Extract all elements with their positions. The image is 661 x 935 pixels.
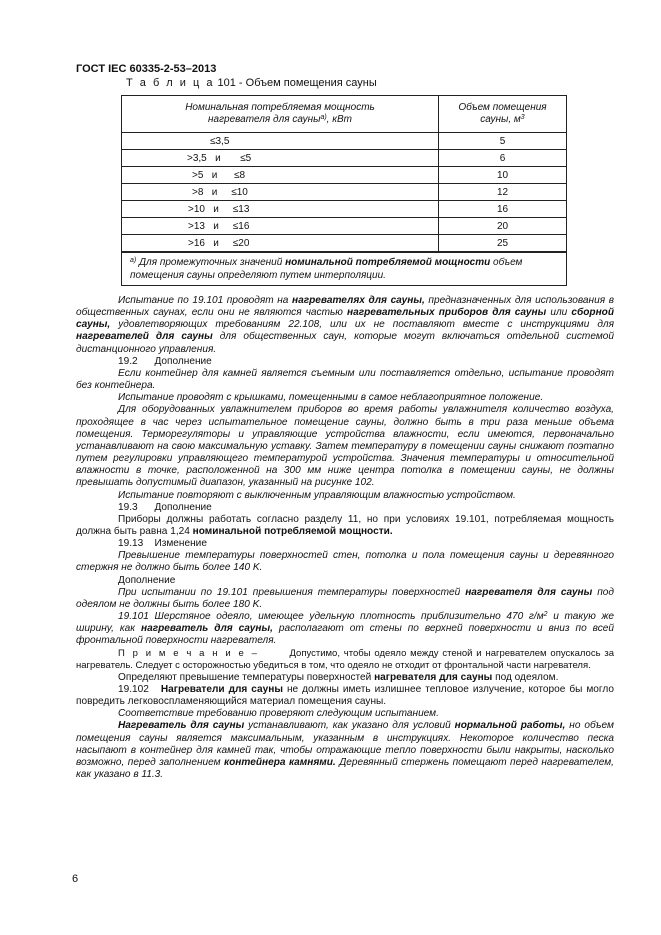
table-row <box>122 150 567 167</box>
row-volume: 6 <box>439 150 567 167</box>
table-row <box>122 167 567 184</box>
row-power: >8 и ≤10 <box>192 186 248 198</box>
note: П р и м е ч а н и е – Допустимо, чтобы одеяло между стеной и нагревателем опускалось за нагреватель. Следует с осторожностью убедиться в том, что одеяло не отходит от фронтальной части нагревателя. <box>76 647 617 671</box>
page-number: 6 <box>72 873 79 885</box>
table-row <box>122 218 567 235</box>
row-power: ≤3,5 <box>210 135 230 147</box>
table-caption-title: 101 - Объем помещения сауны <box>214 77 377 89</box>
table-row <box>122 201 567 218</box>
paragraph: Если контейнер для камней является съемным или поставляется отдельно, испытание проводят без контейнера. <box>76 367 614 392</box>
row-power: >13 и ≤16 <box>188 220 250 232</box>
paragraph: Определяют превышение температуры поверхностей нагревателя для сауны под одеялом. <box>118 671 559 683</box>
table-caption-prefix: Т а б л и ц а <box>126 77 215 89</box>
paragraph: 19.102 Нагреватели для сауны не должны иметь излишнее тепловое излучение, которое бы могло повредить легковоспламеняющийся материал помещения сауны. <box>76 684 614 708</box>
table-footnote: $^{a)}$ Для промежуточных значений номинальной потребляемой мощности объем помещения сауны определяют путем интерполяции. <box>122 252 567 286</box>
paragraph: 19.101 Шерстяное одеяло, имеющее удельную плотность приблизительно 470 $г/м^2$ и такую же ширину, как нагреватель для сауны, располагают от стены по верхней поверхности и вниз по всей фронтальной поверхности нагревателя. <box>76 611 615 647</box>
clause-heading: 19.3 Дополнение <box>118 501 212 513</box>
table-footnote-row <box>122 252 567 286</box>
row-volume: 20 <box>439 218 567 235</box>
clause-heading: 19.13 Изменение <box>118 538 207 550</box>
header-volume: Объем помещения сауны, $м^3$ <box>439 96 567 133</box>
subheading: Дополнение <box>118 574 176 586</box>
row-volume: 12 <box>439 184 567 201</box>
paragraph: Нагреватель для сауны устанавливают, как указано для условий нормальной работы, но объем помещения сауны является максимальным, указанным в инструкциях. Некоторое количество песка насыпают в контейнер для камней так, чтобы отражающие тепло поверхности были накрыты, насколько возможно, перед заполнением контейнера камнями. Деревянный стержень помещают перед нагревателем, как указано в 11.3. <box>76 720 614 781</box>
table-row <box>122 133 567 150</box>
paragraph: Превышение температуры поверхностей стен, потолка и пола помещения сауны и деревянного стержня не должно быть более 140 K. <box>76 550 614 574</box>
paragraph: Соответствие требованию проверяют следующим испытанием. <box>118 708 439 720</box>
row-volume: 10 <box>439 167 567 184</box>
paragraph: Испытание проводят с крышками, помещенными в самое неблагоприятное положение. <box>118 392 544 404</box>
clause-heading: 19.2 Дополнение <box>118 355 212 367</box>
row-volume: 25 <box>439 235 567 253</box>
row-power: >16 и ≤20 <box>188 237 250 249</box>
row-power: >3,5 и ≤5 <box>187 152 252 164</box>
paragraph: При испытании по 19.101 превышения температуры поверхностей нагревателя для сауны под одеялом не должны быть более 180 K. <box>76 586 614 610</box>
table-caption <box>126 77 377 89</box>
paragraph: Испытание по 19.101 проводят на нагревателях для сауны, предназначенных для использования в общественных саунах, если они не являются частью нагревательных приборов для сауны или сборной сауны, удовлетворяющих требованиям 22.108, или их не поставляют вместе с инструкциями для нагревателей для сауны для общественных саун, которые могут включаться отдельной системой дистанционного управления. <box>76 295 614 355</box>
row-power: >10 и ≤13 <box>188 203 250 215</box>
paragraph: Для оборудованных увлажнителем приборов во время работы увлажнителя количество воздуха, проходящее в час через испытательное помещение сауны, должно быть в три раза меньше объема помещения. Терморегуляторы и управляющие устройства влажности, если имеются, первоначально устанавливают на свою максимальную уставку. Затем температуру в помещении сауны снижают поэтапно путем регулировки управляющего температурой устройства. Значения температуры и относительной влажности в точке, расположенной на 300 мм ниже центра потолка в помещении сауны, не должны превышать допустимый диапазон, указанный на рисунке 102. <box>76 404 614 489</box>
header-power: Номинальная потребляемая мощность нагревателя для сауны$^{a)}$, кВт <box>122 96 439 133</box>
document-header: ГОСТ IEC 60335-2-53–2013 <box>76 63 217 75</box>
paragraph: Испытание повторяют с выключенным управляющим влажностью устройством. <box>118 489 516 501</box>
row-volume: 5 <box>439 133 567 150</box>
paragraph: Приборы должны работать согласно разделу 11, но при условиях 19.101, потребляемая мощность должна быть равна 1,24 номинальной потребляемой мощности. <box>76 513 614 537</box>
table-row <box>122 235 567 253</box>
row-volume: 16 <box>439 201 567 218</box>
table-row <box>122 184 567 201</box>
sauna-volume-table <box>121 95 567 286</box>
document-body <box>76 295 617 781</box>
row-power: >5 и ≤8 <box>192 169 246 181</box>
table-header-row <box>122 96 567 133</box>
